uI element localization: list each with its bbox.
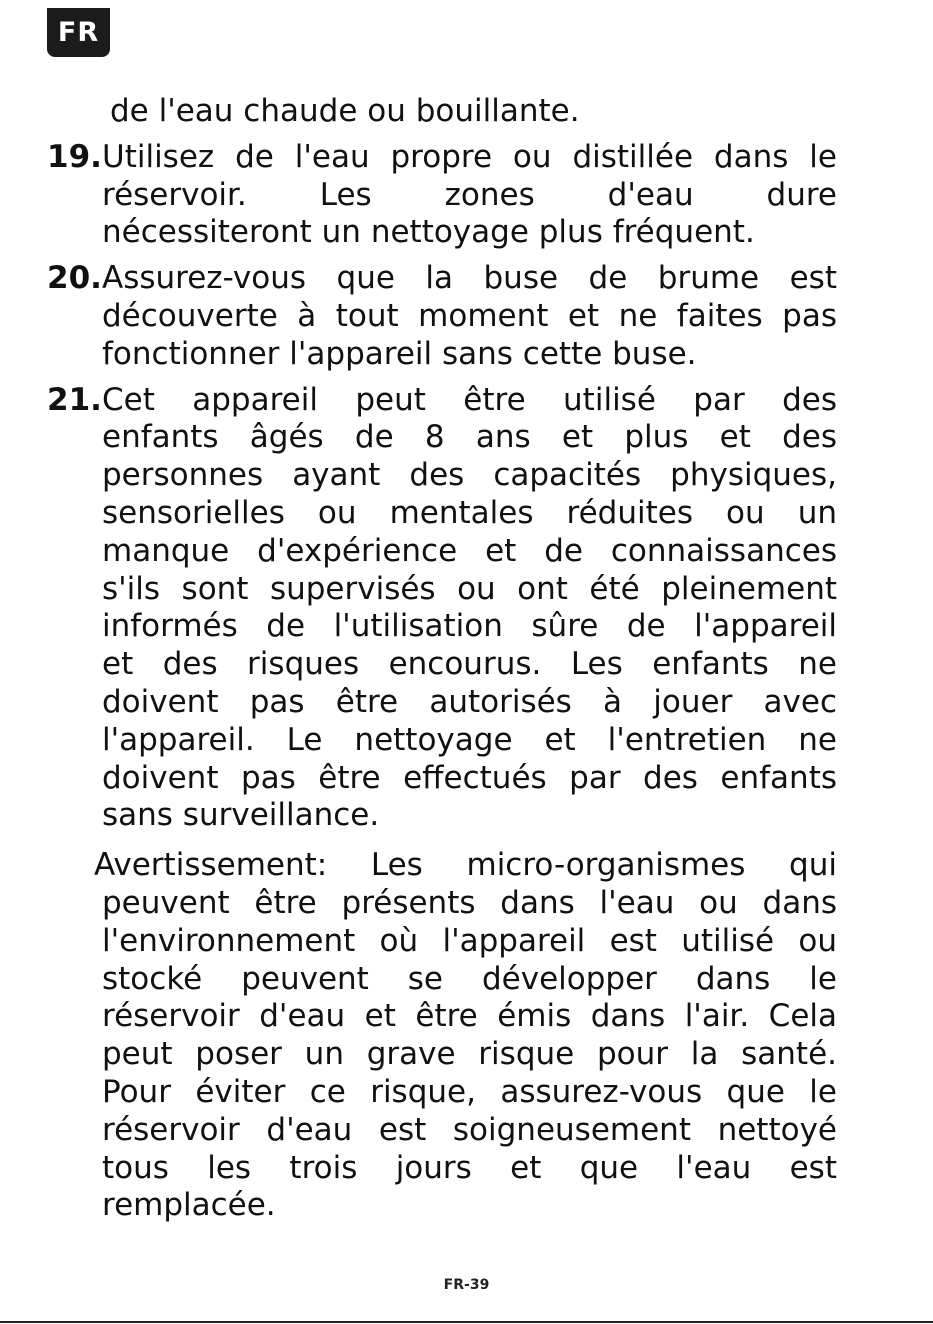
warning-line: tous les trois jours et que l'eau est — [102, 1149, 837, 1186]
item-line: Assurez-vous que la buse de brume est — [102, 260, 837, 297]
item-line: informés de l'utilisation sûre de l'appareil — [102, 608, 837, 645]
item-line: manque d'expérience et de connaissances — [102, 532, 837, 569]
manual-text — [47, 93, 837, 1225]
warning-paragraph — [47, 847, 837, 1225]
warning-line: Avertissement: Les micro-organismes qui — [94, 847, 837, 884]
item-line: personnes ayant des capacités physiques, — [102, 457, 837, 494]
item-line: enfants âgés de 8 ans et plus et des — [102, 419, 837, 456]
item-line: doivent pas être effectués par des enfants — [102, 759, 837, 796]
item-line: et des risques encourus. Les enfants ne — [102, 646, 837, 683]
warning-line: l'environnement où l'appareil est utilisé ou — [102, 922, 837, 959]
safety-item-20 — [47, 260, 837, 373]
warning-line: réservoir d'eau et être émis dans l'air. Cela — [102, 998, 837, 1035]
item-line: Cet appareil peut être utilisé par des — [102, 381, 837, 418]
item-number: 21. — [47, 381, 102, 418]
item-line: sensorielles ou mentales réduites ou un — [102, 494, 837, 531]
warning-line: Pour éviter ce risque, assurez-vous que le — [102, 1073, 837, 1110]
bottom-divider — [0, 1321, 933, 1323]
warning-line: stocké peuvent se développer dans le — [102, 960, 837, 997]
item-line: s'ils sont supervisés ou ont été pleinement — [102, 570, 837, 607]
item-line: nécessiteront un nettoyage plus fréquent. — [102, 214, 755, 251]
safety-item-21 — [47, 382, 837, 836]
item-line: Utilisez de l'eau propre ou distillée dans le — [102, 138, 837, 175]
item-line: fonctionner l'appareil sans cette buse. — [102, 335, 697, 372]
safety-item-19 — [47, 139, 837, 252]
item-line: l'appareil. Le nettoyage et l'entretien ne — [102, 721, 837, 758]
item-number: 19. — [47, 138, 102, 175]
page-number: FR-39 — [443, 1277, 490, 1293]
warning-line: peut poser un grave risque pour la santé. — [102, 1036, 837, 1073]
item-line: réservoir. Les zones d'eau dure — [102, 176, 837, 213]
continuation-line: de l'eau chaude ou bouillante. — [110, 93, 580, 129]
item-line: sans surveillance. — [102, 797, 380, 834]
warning-line: peuvent être présents dans l'eau ou dans — [102, 884, 837, 921]
warning-line: réservoir d'eau est soigneusement nettoyé — [102, 1111, 837, 1148]
item-number: 20. — [47, 260, 102, 297]
item-line: découverte à tout moment et ne faites pas — [102, 297, 837, 334]
language-badge — [47, 8, 110, 57]
item-line: doivent pas être autorisés à jouer avec — [102, 683, 837, 720]
language-label: FR — [57, 17, 100, 48]
warning-line: remplacée. — [102, 1187, 276, 1224]
